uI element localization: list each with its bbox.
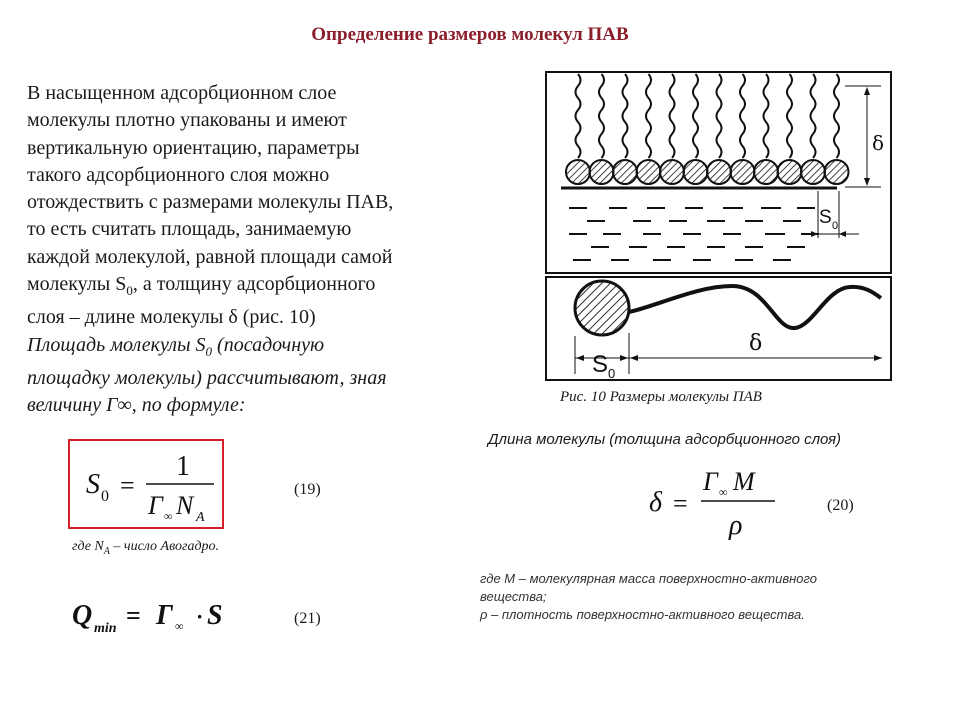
molecule-head [575,281,629,335]
f19-n: N [176,491,194,520]
delta-label: δ [872,131,885,155]
eq-number-20: (20) [827,497,854,514]
eq-number-19: (19) [294,481,321,498]
molecule-tail [629,286,881,328]
formula-20-notes [480,570,920,624]
para-line: отождествить с размерами молекулы ПАВ, [27,191,394,214]
f19-numerator: 1 [176,451,190,482]
s0-sub: 0 [832,220,839,232]
adsorption-layer-svg [547,73,890,272]
surfactant-head [566,160,590,184]
eq-number-21: (21) [294,610,321,627]
surfactant-tail [787,74,792,158]
f21-dot: · [196,604,204,629]
f21-s: S [207,600,223,631]
f21-equals: = [126,601,141,630]
delta-label-2: δ [749,331,763,356]
s0-arrow-right-2 [620,355,628,361]
surfactant-head [637,160,661,184]
surfactant-tail [693,74,698,158]
s0-arrow-left-2 [576,355,584,361]
f20-m: M [733,467,755,496]
para-line: молекулы $S_0$, а толщину адсорбционного [27,273,376,299]
f20-rho: ρ [729,510,743,541]
surfactant-head [801,160,825,184]
surfactant-tail [764,74,769,158]
f19-lhs-sub: 0 [101,488,109,505]
f19-gamma: Г [148,491,163,520]
figure-caption: Рис. 10 Размеры молекулы ПАВ [560,389,762,405]
f20-inf: ∞ [719,485,728,499]
surfactant-head [778,160,802,184]
delta-arrow-right [874,355,882,361]
f21-q-sub: min [94,621,117,636]
note-line: вещества; [480,589,547,604]
para-line: молекулы плотно упакованы и имеют [27,109,347,132]
para-line: Площадь молекулы $S_0$ (посадочную [27,333,325,359]
f20-gamma: Г [703,467,718,496]
para-line: такого адсорбционного слоя можно [27,163,330,186]
figure-adsorption-layer [545,71,892,274]
surfactant-tail [599,74,604,158]
para-line: каждой молекулой, равной площади самой [27,245,393,268]
surfactant-head [684,160,708,184]
para-line: величину Г∞, по формуле: [27,394,246,417]
formula-21 [70,594,240,640]
surfactant-tail [740,74,745,158]
para-line: то есть считать площадь, занимаемую [27,218,352,241]
surfactant-tail [623,74,628,158]
formula-20 [645,465,785,545]
surfactant-tail [811,74,816,158]
surfactant-tail [576,74,581,158]
surfactant-head [590,160,614,184]
f20-equals: = [673,489,688,518]
f19-equals: = [120,471,135,500]
s0-arrow-right [839,231,846,237]
s0-label-2: S [592,351,609,378]
surfactant-tail [646,74,651,158]
surfactant-head [754,160,778,184]
intro-paragraph [27,80,477,420]
s0-arrow-left [811,231,818,237]
surfactant-tail [717,74,722,158]
length-heading: Длина молекулы (толщина адсорбционного слоя) [488,431,842,448]
para-line: площадку молекулы) рассчитывают, зная [27,366,387,389]
f20-delta: δ [649,487,663,518]
delta-arrow-top [864,87,870,95]
f19-n-sub: A [196,510,205,525]
s0-label: S [819,207,832,228]
s0-sub-2: 0 [608,366,616,379]
surfactant-head [613,160,637,184]
f21-inf: ∞ [175,619,184,633]
figure-single-molecule [545,276,892,381]
delta-arrow-left [630,355,638,361]
f21-gamma: Г [156,600,173,631]
single-molecule-svg [547,278,890,379]
note-line: ρ – плотность поверхностно-активного вещества. [480,607,805,622]
surfactant-head [707,160,731,184]
f19-inf: ∞ [164,509,173,523]
note-line: где М – молекулярная масса поверхностно-активного [480,571,817,586]
avogadro-note: где $N_A$ – число Авогадро. [72,539,220,557]
f19-lhs: S [86,469,100,500]
para-line: слоя – длине молекулы δ (рис. 10) [27,306,316,329]
para-line: В насыщенном адсорбционном слое [27,82,337,104]
f21-q: Q [72,600,93,631]
surfactant-head [660,160,684,184]
delta-arrow-bottom [864,178,870,186]
surfactant-head [731,160,755,184]
slide-title: Определение размеров молекул ПАВ [311,24,629,45]
formula-19-box [68,439,224,529]
surfactant-tail [670,74,675,158]
surfactant-tail [834,74,839,158]
para-line: вертикальную ориентацию, параметры [27,136,360,159]
formula-19 [70,441,222,527]
surfactant-head [825,160,849,184]
